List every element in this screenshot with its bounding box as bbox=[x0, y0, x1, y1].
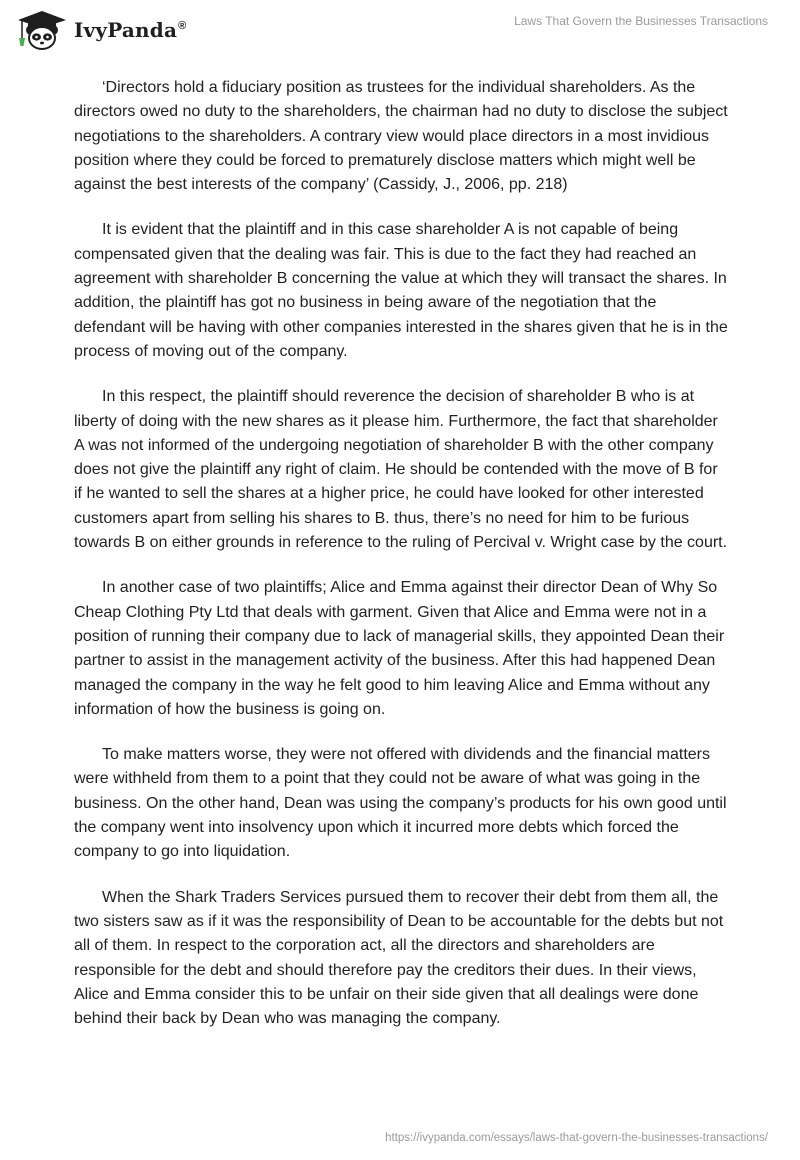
brand-logo[interactable] bbox=[14, 8, 186, 50]
paragraph: When the Shark Traders Services pursued them to recover their debt from them all, the two sisters saw as if it was the responsibility of Dean to be accountable for the debts but not all of them. In respect to the corporation act, all the directors and shareholders are responsible for the debt and should therefore pay the creditors their dues. In their views, Alice and Emma consider this to be unfair on their side given that all dealings were done behind their back by Dean who was managing the company. bbox=[74, 888, 724, 1028]
paragraph: To make matters worse, they were not offered with dividends and the financial matters were withheld from them to a point that they could not be aware of what was going in the business. On the other hand, Dean was using the company’s products for his own good until the company went into insolvency upon which it incurred more debts which forced the company to go into liquidation. bbox=[74, 746, 727, 861]
paragraph: ‘Directors hold a fiduciary position as trustees for the individual shareholders. As the directors owed no duty to the shareholders, the chairman had no duty to disclose the subject negotiations to the shareholders. A contrary view would place directors in a most invidious position where they could be forced to prematurely disclose matters which might well be against the best interests of the company’ (Cassidy, J., 2006, pp. 218) bbox=[74, 79, 728, 194]
paragraph: In another case of two plaintiffs; Alice and Emma against their director Dean of Why So Cheap Clothing Pty Ltd that deals with garment. Given that Alice and Emma were not in a position of running their company due to lack of managerial skills, they appointed Dean their partner to assist in the management activity of the business. After this had happened Dean managed the company in the way he felt good to him leaving Alice and Emma without any information of how the business is going on. bbox=[74, 579, 725, 718]
paragraph: In this respect, the plaintiff should reverence the decision of shareholder B who is at liberty of doing with the new shares as it please him. Furthermore, the fact that shareholder A was not informed of the undergoing negotiation of shareholder B with the other company does not give the plaintiff any right of claim. He should be contended with the move of B for if he wanted to sell the shares at a higher price, he could have looked for other interested customers apart from selling his shares to B. thus, there’s no need for him to be furious towards B on either grounds in reference to the ruling of Percival v. Wright case by the court. bbox=[74, 388, 728, 552]
paragraph: It is evident that the plaintiff and in this case shareholder A is not capable of being compensated given that the dealing was fair. This is due to the fact they had reached an agreement with shareholder B concerning the value at which they will transact the shares. In addition, the plaintiff has got no business in being aware of the negotiation that the defendant will be having with other companies interested in the shares given that he is in the process of moving out of the company. bbox=[74, 221, 728, 360]
document-title: Laws That Govern the Businesses Transactions bbox=[514, 14, 768, 28]
page-header bbox=[0, 0, 800, 60]
brand-registered-mark: ® bbox=[178, 20, 187, 33]
brand-name: IvyPanda® bbox=[74, 18, 187, 42]
source-url[interactable]: https://ivypanda.com/essays/laws-that-govern-the-businesses-transactions/ bbox=[385, 1132, 768, 1144]
essay-body bbox=[74, 76, 728, 1052]
panda-graduate-icon bbox=[14, 8, 70, 50]
